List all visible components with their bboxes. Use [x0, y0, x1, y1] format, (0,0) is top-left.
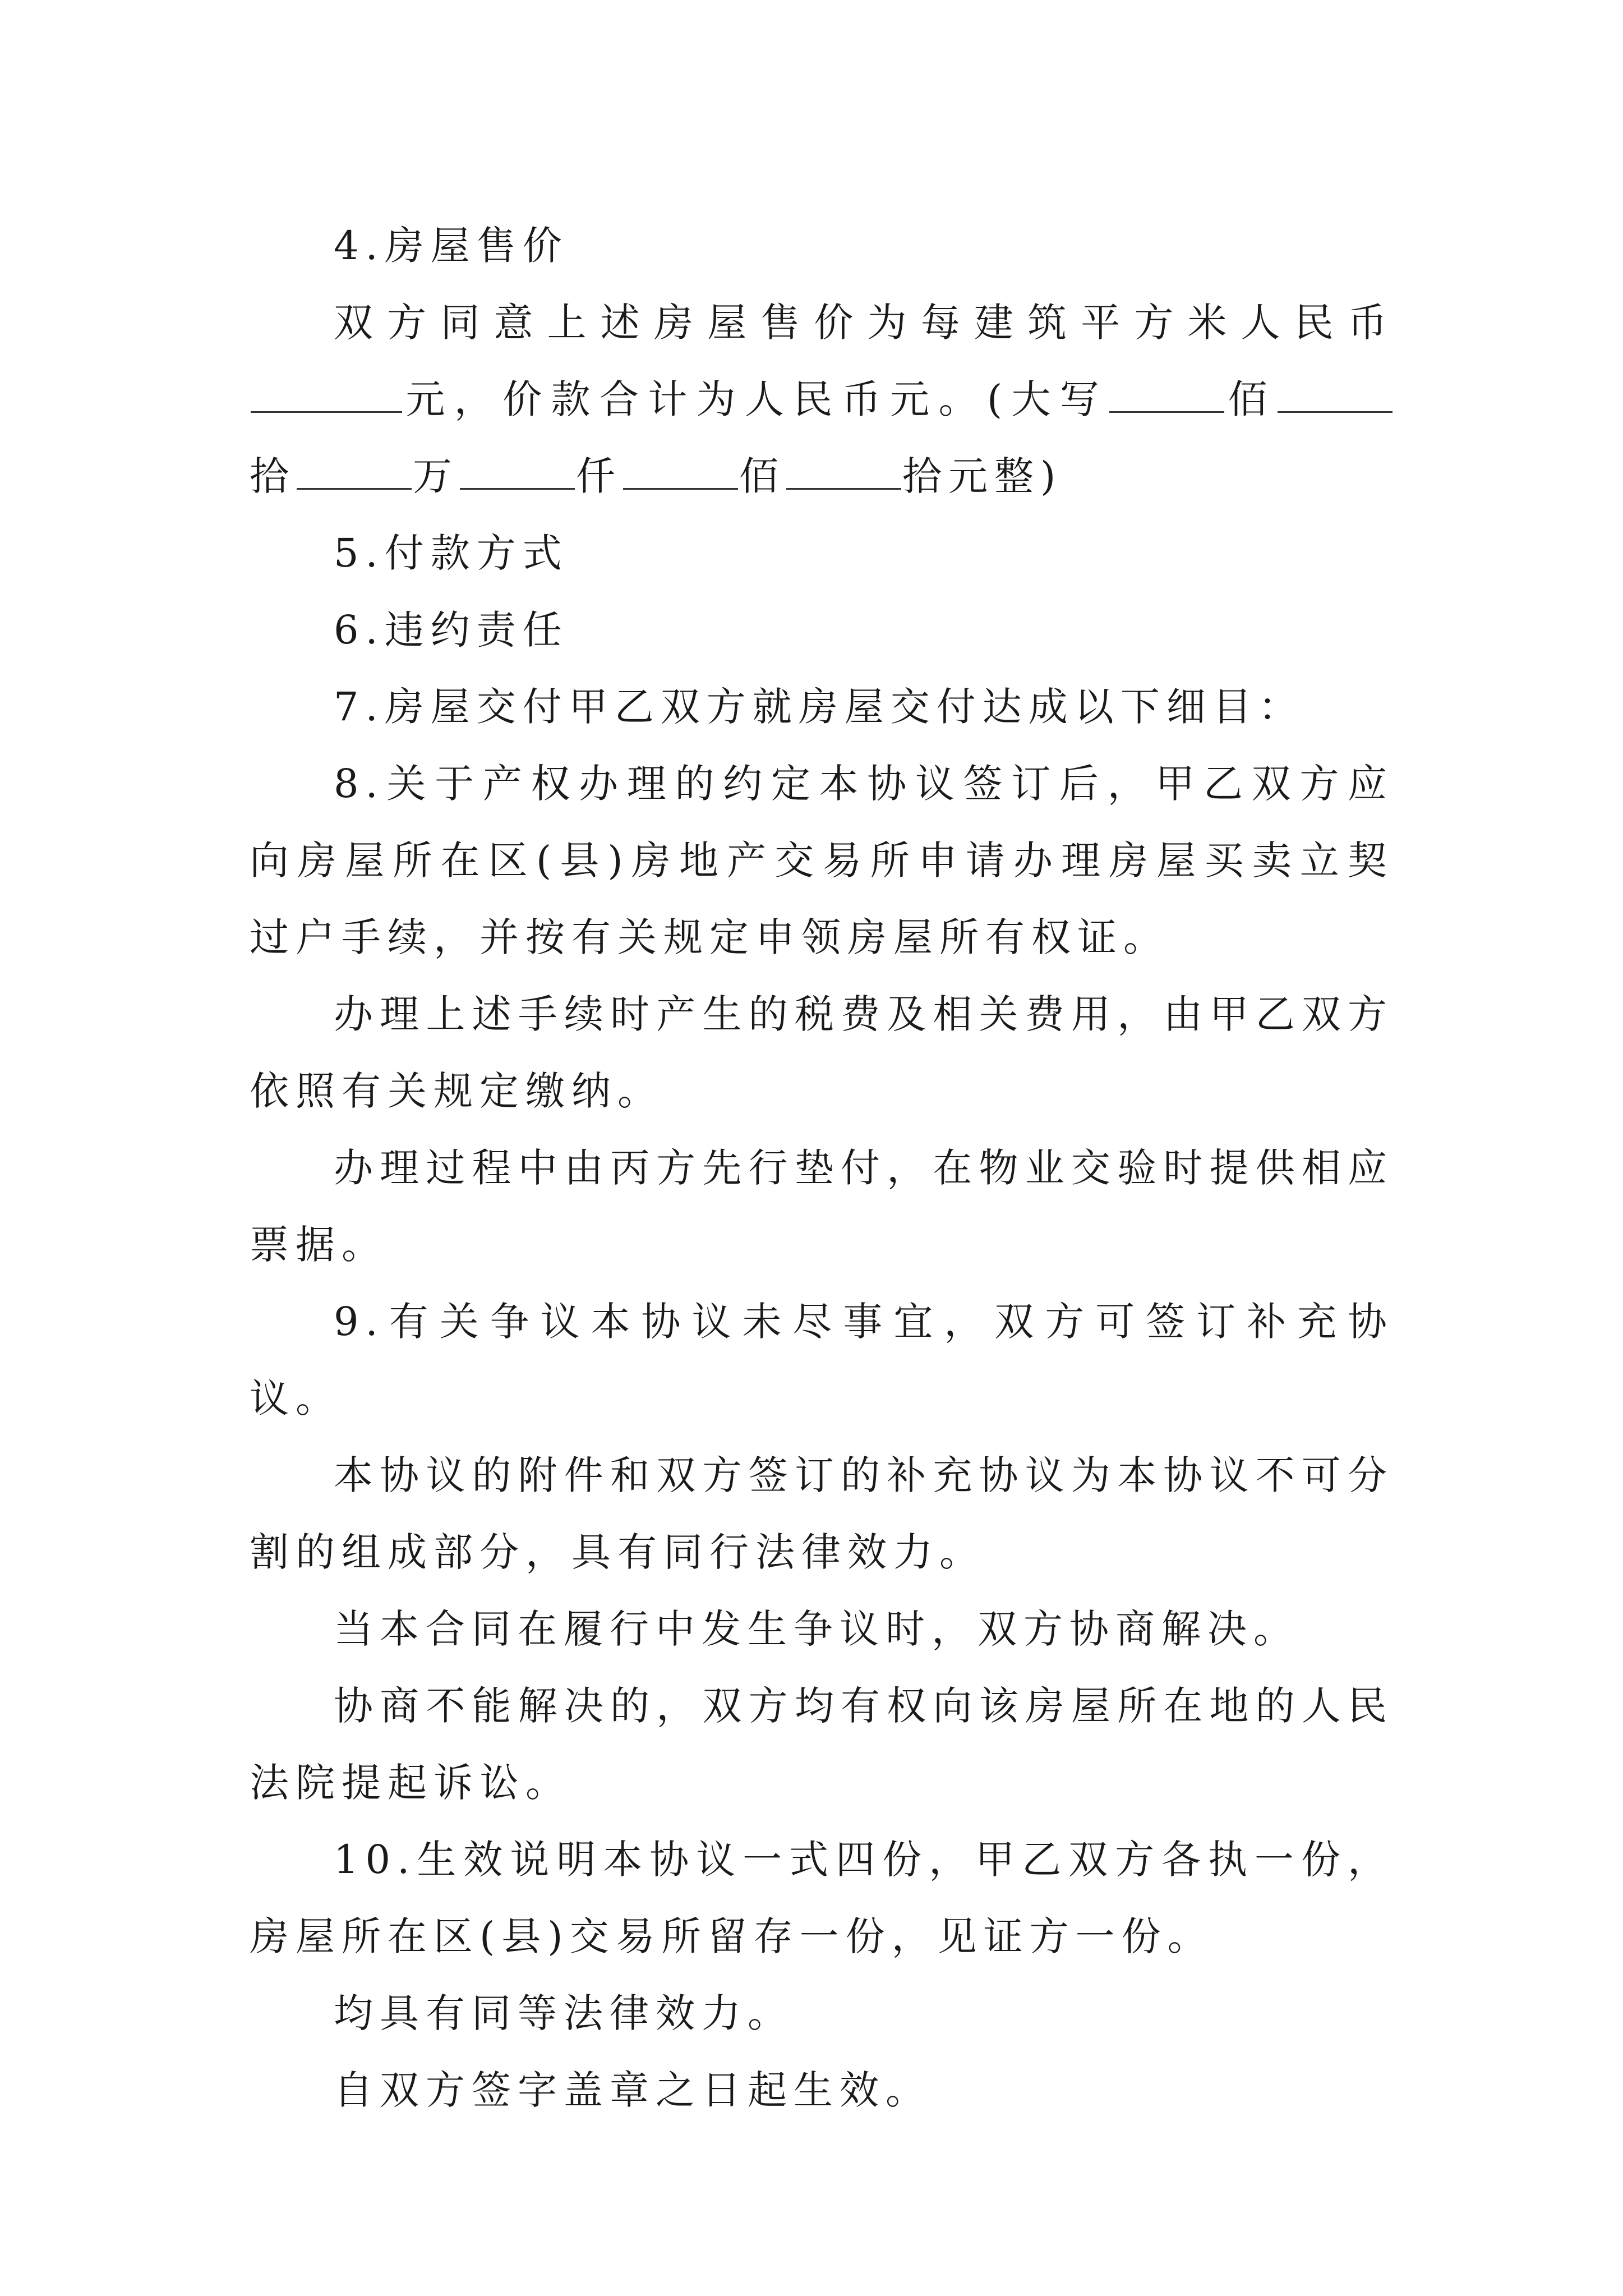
- amount-blank-6: [786, 455, 901, 490]
- unit-bai-2: 佰: [739, 453, 785, 499]
- amount-blank-4: [460, 455, 575, 490]
- price-clause-ending: 拾元整): [902, 453, 1063, 499]
- advance-payment-paragraph: 办理过程中由丙方先行垫付，在物业交验时提供相应票据。: [250, 1145, 1394, 1268]
- clause-5-heading: 5.付款方式: [334, 530, 569, 576]
- price-clause: [250, 284, 1394, 515]
- amount-blank-5: [623, 455, 738, 490]
- unit-price-blank: [251, 379, 402, 413]
- price-clause-text-2: 元，价款合计为人民币元。(大写: [403, 376, 1109, 422]
- unit-wan: 万: [413, 453, 459, 499]
- unit-bai: 佰: [1225, 376, 1277, 422]
- litigation-paragraph: 协商不能解决的，双方均有权向该房屋所在地的人民法院提起诉讼。: [250, 1683, 1394, 1806]
- effective-date-paragraph: 自双方签字盖章之日起生效。: [334, 2067, 932, 2113]
- amount-blank-1: [1109, 379, 1224, 413]
- clause-10-paragraph: 10.生效说明本协议一式四份，甲乙双方各执一份，房屋所在区(县)交易所留存一份，见证方一份。: [250, 1837, 1394, 1959]
- equal-effect-paragraph: 均具有同等法律效力。: [334, 1990, 794, 2036]
- fees-paragraph: 办理上述手续时产生的税费及相关费用，由甲乙双方依照有关规定缴纳。: [250, 991, 1394, 1114]
- amount-blank-3: [297, 455, 412, 490]
- unit-qian: 仟: [576, 453, 622, 499]
- price-clause-text-1: 双方同意上述房屋售价为每建筑平方米人民币: [334, 300, 1394, 346]
- clause-6-heading: 6.违约责任: [334, 607, 569, 653]
- clause-7-paragraph: 7.房屋交付甲乙双方就房屋交付达成以下细目：: [334, 684, 1304, 730]
- unit-shi: 拾: [250, 453, 296, 499]
- amount-blank-2: [1278, 379, 1393, 413]
- dispute-paragraph: 当本合同在履行中发生争议时，双方协商解决。: [334, 1606, 1299, 1652]
- clause-8-paragraph: 8.关于产权办理的约定本协议签订后，甲乙双方应向房屋所在区(县)房地产交易所申请办理房屋买卖立契过户手续，并按有关规定申领房屋所有权证。: [250, 761, 1394, 960]
- annex-paragraph: 本协议的附件和双方签订的补充协议为本协议不可分割的组成部分，具有同行法律效力。: [250, 1452, 1394, 1575]
- clause-9-paragraph: 9.有关争议本协议未尽事宜，双方可签订补充协议。: [250, 1299, 1394, 1421]
- document-body: [250, 208, 1394, 2129]
- clause-4-heading: 4.房屋售价: [334, 223, 569, 269]
